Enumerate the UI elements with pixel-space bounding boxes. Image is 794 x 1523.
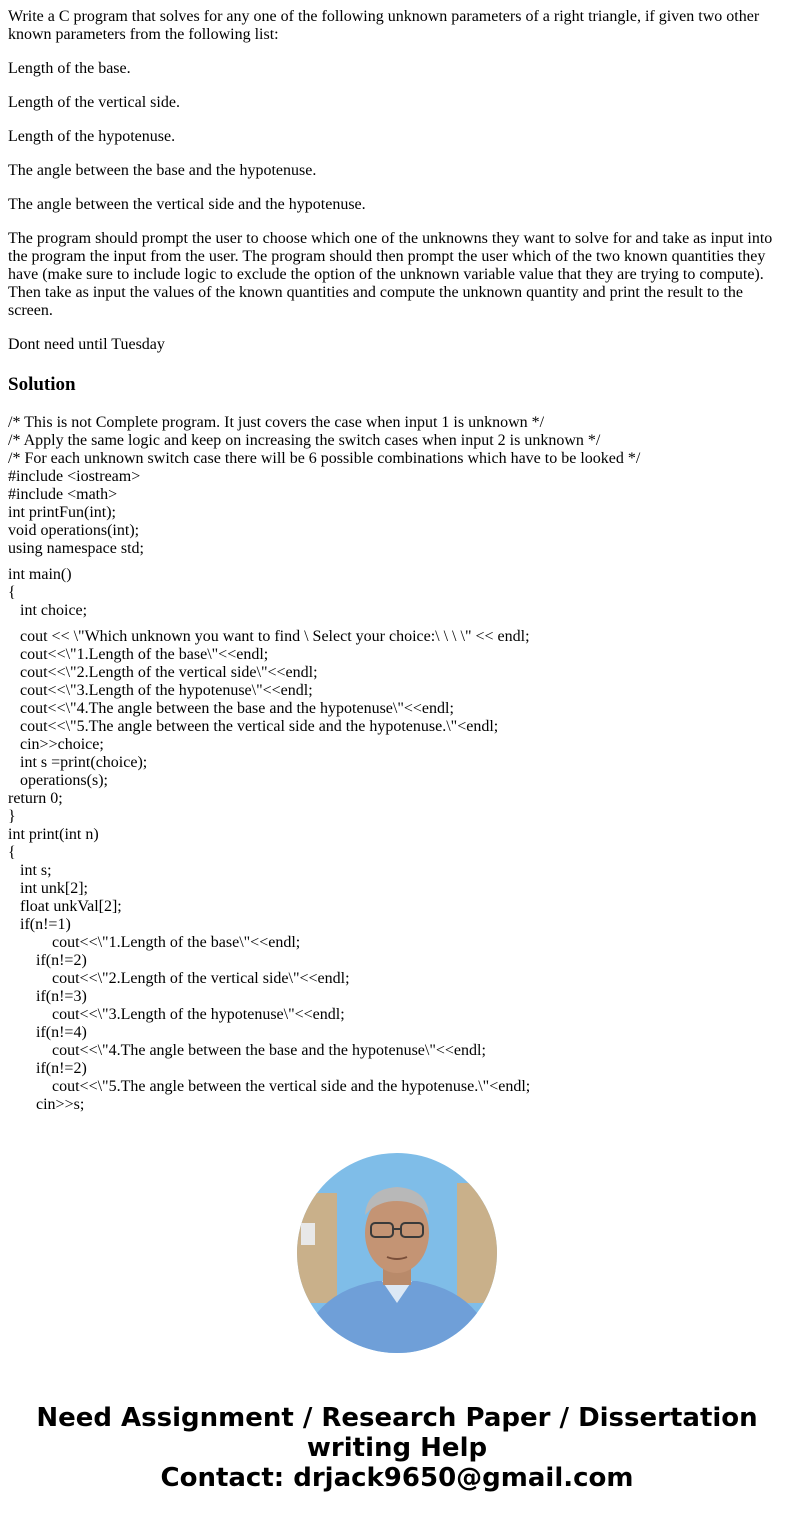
- footer-contact: [0, 1403, 794, 1493]
- person-portrait-icon: [297, 1153, 497, 1353]
- question-content: [8, 8, 778, 1136]
- code-line: /* This is not Complete program. It just covers the case when input 1 is unknown */: [8, 414, 545, 431]
- code-line: cout<<\"5.The angle between the vertical side and the hypotenuse.\"<endl;: [8, 1078, 531, 1095]
- code-line: cout<<\"2.Length of the vertical side\"<<endl;: [8, 664, 318, 681]
- code-line: cout << \"Which unknown you want to find \ Select your choice:\ \ \ \" << endl;: [8, 628, 530, 645]
- code-line: int s =print(choice);: [8, 754, 148, 771]
- code-line: cout<<\"1.Length of the base\"<<endl;: [8, 646, 269, 663]
- code-line: int print(int n): [8, 826, 99, 843]
- list-item: The angle between the vertical side and the hypotenuse.: [8, 196, 366, 213]
- footer-line: writing Help: [306, 1433, 488, 1463]
- code-line: {: [8, 844, 16, 861]
- code-line: cout<<\"3.Length of the hypotenuse\"<<endl;: [8, 1006, 345, 1023]
- code-line: return 0;: [8, 790, 63, 807]
- avatar: [297, 1153, 497, 1353]
- code-line: /* Apply the same logic and keep on increasing the switch cases when input 2 is unknown */: [8, 432, 601, 449]
- code-line: int printFun(int);: [8, 504, 116, 521]
- code-line: if(n!=3): [8, 988, 87, 1005]
- code-line: operations(s);: [8, 772, 108, 789]
- code-line: int unk[2];: [8, 880, 88, 897]
- code-line: cout<<\"1.Length of the base\"<<endl;: [8, 934, 301, 951]
- code-line: cout<<\"3.Length of the hypotenuse\"<<endl;: [8, 682, 313, 699]
- code-line: #include <iostream>: [8, 468, 141, 485]
- code-line: if(n!=2): [8, 952, 87, 969]
- list-item: Length of the vertical side.: [8, 94, 180, 111]
- code-line: cin>>choice;: [8, 736, 104, 753]
- solution-heading: Solution: [8, 374, 76, 395]
- code-line: int choice;: [8, 602, 88, 619]
- code-line: cout<<\"2.Length of the vertical side\"<<endl;: [8, 970, 350, 987]
- code-line: void operations(int);: [8, 522, 140, 539]
- code-line: if(n!=4): [8, 1024, 87, 1041]
- question-note: Dont need until Tuesday: [8, 336, 165, 353]
- code-line: cout<<\"4.The angle between the base and the hypotenuse\"<<endl;: [8, 1042, 486, 1059]
- list-item: The angle between the base and the hypotenuse.: [8, 162, 317, 179]
- code-line: using namespace std;: [8, 540, 144, 557]
- question-description: The program should prompt the user to choose which one of the unknowns they want to solve for and take as input into the program the input from the user. The program should then prompt the user which of the two known quantities they have (make sure to include logic to exclude the option of the unknown variable value that they are trying to compute). Then take as input the values of the known quantities and compute the unknown quantity and print the result to the screen.: [8, 230, 773, 319]
- code-line: if(n!=1): [8, 916, 71, 933]
- footer-line: Need Assignment / Research Paper / Dissertation: [36, 1403, 758, 1433]
- code-blank-line: [8, 620, 778, 628]
- footer-contact-email: Contact: drjack9650@gmail.com: [160, 1463, 634, 1493]
- code-line: float unkVal[2];: [8, 898, 122, 915]
- code-line: cin>>s;: [8, 1096, 85, 1113]
- code-line: {: [8, 584, 16, 601]
- code-line: int main(): [8, 566, 72, 583]
- solution-code-block: [8, 414, 778, 1136]
- code-line: #include <math>: [8, 486, 118, 503]
- code-line: int s;: [8, 862, 52, 879]
- code-line: }: [8, 808, 16, 825]
- code-line: cout<<\"5.The angle between the vertical side and the hypotenuse.\"<endl;: [8, 718, 499, 735]
- code-line: /* For each unknown switch case there will be 6 possible combinations which have to be looked */: [8, 450, 641, 467]
- code-line: cout<<\"4.The angle between the base and the hypotenuse\"<<endl;: [8, 700, 454, 717]
- code-blank-line: [8, 558, 778, 566]
- list-item: Length of the hypotenuse.: [8, 128, 176, 145]
- question-intro: Write a C program that solves for any one of the following unknown parameters of a right triangle, if given two other known parameters from the following list:: [8, 8, 760, 43]
- code-line: if(n!=2): [8, 1060, 87, 1077]
- list-item: Length of the base.: [8, 60, 131, 77]
